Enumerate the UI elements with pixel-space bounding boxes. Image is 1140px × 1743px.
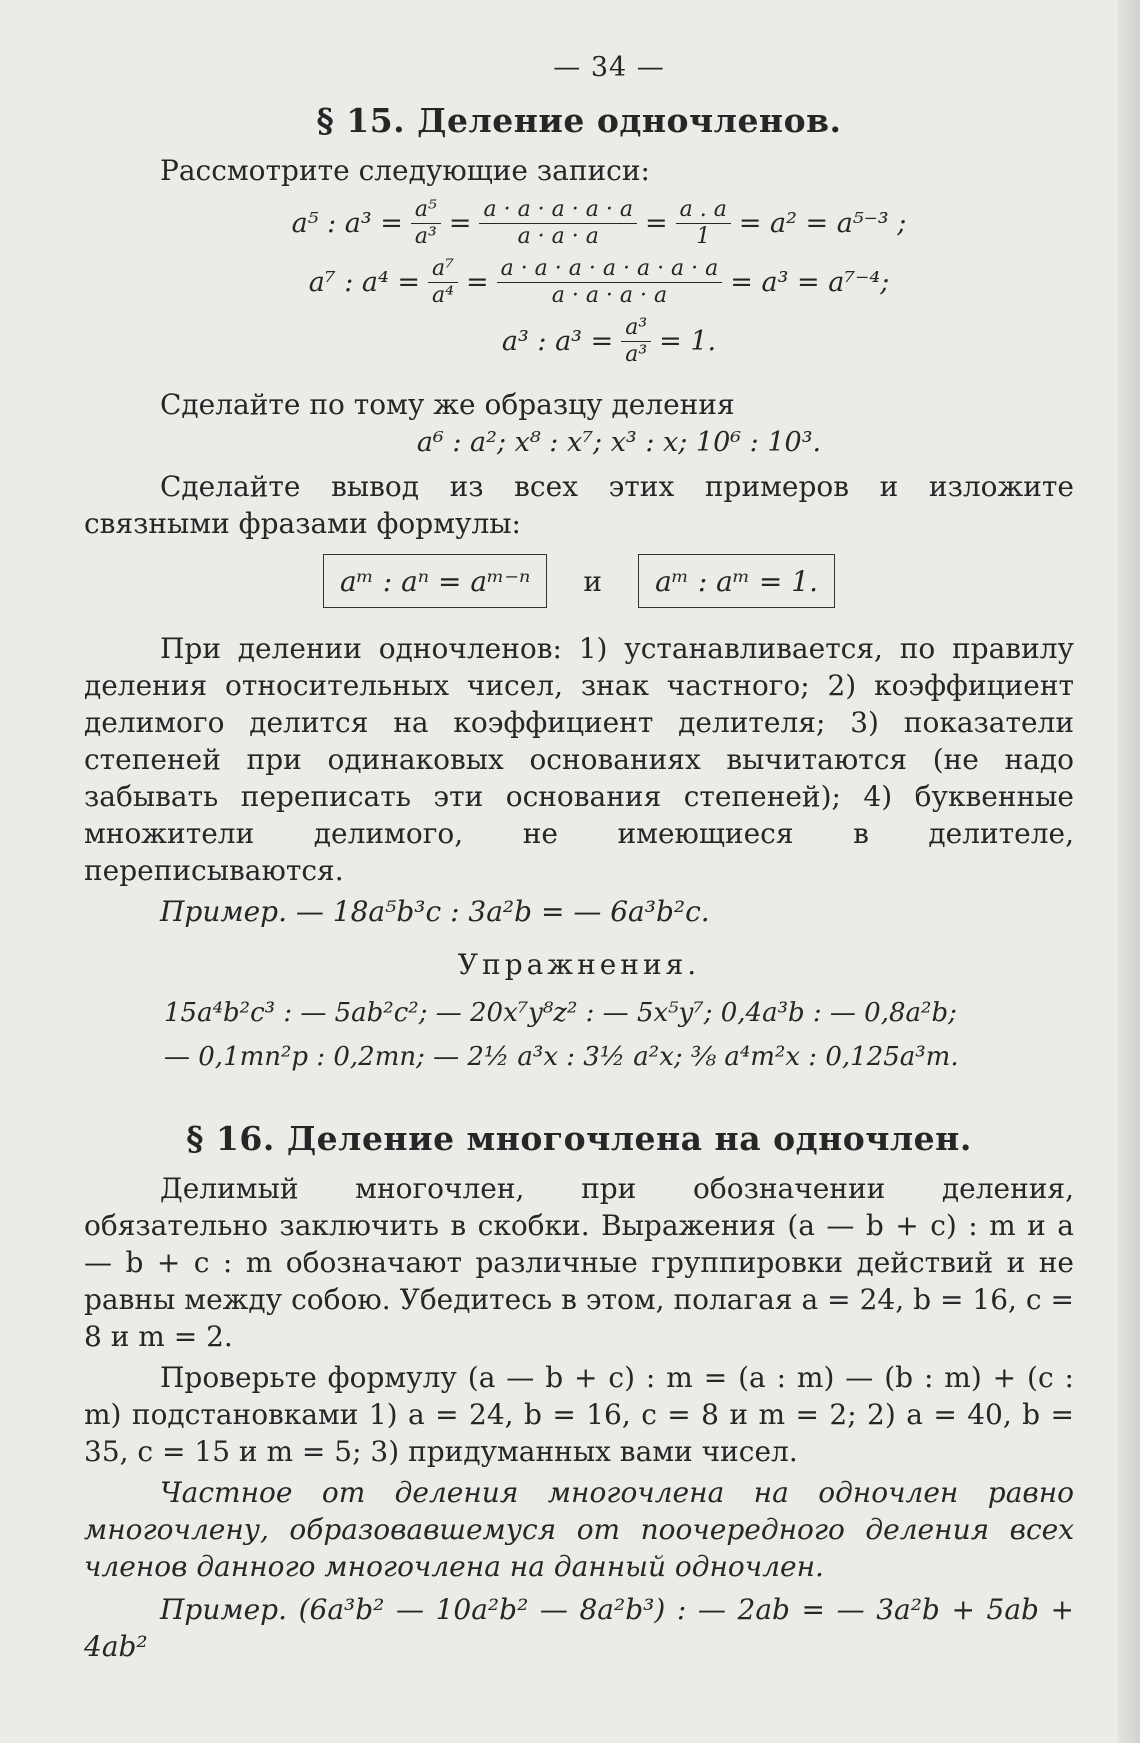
example-15-expression: — 18a⁵b³c : 3a²b = — 6a³b²c. bbox=[295, 895, 710, 928]
page-edge-shadow bbox=[1118, 0, 1140, 1743]
division-rule: При делении одночленов: 1) устанавливается, по правилу деления относительных чисел, знак частного; 2) коэффициент делимого делится на коэффициент делителя; 3) показатели степеней при одинаковых основаниях вычитаются (не надо забывать переписать эти основания степеней); 4) буквенные множители делимого, не имеющиеся в делителе, переписываются. bbox=[84, 632, 1074, 887]
equation-2: a⁷ : a⁴ = $\frac{\text{a⁷}}{\text{a⁴}}$ = $\frac{a \cdot a \cdot a \cdot a \cdot a \cdot a \cdot a}{a \cdot a \cdot a \cdot a}$ = a³ = a⁷⁻⁴; bbox=[308, 256, 890, 308]
eq1-lhs: a⁵ : a³ = bbox=[291, 208, 403, 239]
eq1-f3-num: a . a bbox=[676, 197, 731, 224]
eq1-f1-num: a⁵ bbox=[411, 197, 441, 224]
eq1-f3-den: 1 bbox=[696, 224, 711, 249]
eq3-f1-num: a³ bbox=[621, 315, 651, 342]
conclusion-text: Сделайте вывод из всех этих примеров и изложите связными фразами формулы: bbox=[84, 470, 1074, 540]
equation-3 bbox=[144, 315, 1074, 368]
eq2-f2-den: a · a · a · a bbox=[551, 283, 668, 308]
eq2-fraction-1 bbox=[428, 256, 458, 309]
example-15 bbox=[84, 893, 1074, 930]
task-expression: a⁶ : a²; x⁸ : x⁷; x³ : x; 10⁶ : 10³. bbox=[416, 427, 822, 458]
eq2-f2-num: a · a · a · a · a · a · a bbox=[497, 256, 723, 283]
example-16-expression: (6a³b² — 10a²b² — 8a²b³) : — 2ab = — 3a²b + 5ab + 4ab² bbox=[84, 1593, 1074, 1663]
eq3-rhs: = 1. bbox=[659, 326, 717, 357]
section-16-paragraph-1: Делимый многочлен, при обозначении деления, обязательно заключить в скобки. Выражения (a — b + c) : m и a — b + c : m обозначают различные группировки действий и не равны между собою. Убедитесь в этом, полагая a = 24, b = 16, c = 8 и m = 2. bbox=[84, 1172, 1074, 1353]
exercise-line-2: — 0,1mn²p : 0,2mn; — 2½ a³x : 3½ a²x; ⅜ a⁴m²x : 0,125a³m. bbox=[164, 1042, 959, 1072]
eq2-lhs: a⁷ : a⁴ = bbox=[308, 267, 421, 298]
eq3-lhs: a³ : a³ = bbox=[501, 326, 614, 357]
eq3-f1-den: a³ bbox=[625, 342, 648, 367]
eq2-f1-den: a⁴ bbox=[432, 283, 454, 308]
eq2-f1-num: a⁷ bbox=[428, 256, 458, 283]
eq1-fraction-2 bbox=[479, 197, 637, 250]
formula-box-2: aᵐ : aᵐ = 1. bbox=[638, 554, 835, 608]
example-16 bbox=[84, 1591, 1074, 1665]
equation-1: a⁵ : a³ = $\frac{\text{a⁵}}{\text{a³}}$ = $\frac{a \cdot a \cdot a \cdot a \cdot a}{a \cdot a \cdot a}$ = $\frac{a . a}{1}$ = a² = a⁵⁻³ ; bbox=[291, 197, 907, 249]
eq1-f1-den: a³ bbox=[414, 224, 437, 249]
section-16-paragraph-2: Проверьте формулу (a — b + c) : m = (a : m) — (b : m) + (c : m) подстановками 1) a = 24, b = 16, c = 8 и m = 2; 2) a = 40, b = 35, c = 15 и m = 5; 3) придуманных вами чисел. bbox=[84, 1361, 1074, 1468]
section-16-title: § 16. Деление многочлена на одночлен. bbox=[186, 1119, 972, 1158]
eq1-fraction-3 bbox=[676, 197, 731, 250]
example-16-label: Пример. bbox=[160, 1593, 287, 1626]
formula-conjunction: и bbox=[583, 564, 603, 598]
section-16-rule: Частное от деления многочлена на одночлен равно многочлену, образовавшемуся от поочередного деления всех членов данного многочлена на данный одночлен. bbox=[84, 1476, 1074, 1583]
eq1-f2-num: a · a · a · a · a bbox=[479, 197, 637, 224]
exercises-title: Упражнения. bbox=[457, 948, 701, 981]
section-15-title: § 15. Деление одночленов. bbox=[316, 101, 842, 140]
eq1-rhs: = a² = a⁵⁻³ ; bbox=[738, 208, 907, 239]
page-number: — 34 — bbox=[553, 52, 665, 83]
exercise-line-1: 15a⁴b²c³ : — 5ab²c²; — 20x⁷y⁸z² : — 5x⁵y⁷; 0,4a³b : — 0,8a²b; bbox=[164, 998, 957, 1028]
example-15-label: Пример. bbox=[160, 895, 287, 928]
formula-boxes bbox=[84, 554, 1074, 608]
task-text: Сделайте по тому же образцу деления bbox=[160, 388, 735, 421]
eq1-fraction-1 bbox=[411, 197, 441, 250]
eq2-rhs: = a³ = a⁷⁻⁴; bbox=[730, 267, 890, 298]
eq1-f2-den: a · a · a bbox=[517, 224, 599, 249]
eq2-fraction-2 bbox=[497, 256, 723, 309]
formula-box-1: aᵐ : aⁿ = aᵐ⁻ⁿ bbox=[323, 554, 547, 608]
eq3-fraction-1 bbox=[621, 315, 651, 368]
section-15-intro: Рассмотрите следующие записи: bbox=[160, 154, 650, 187]
page-content bbox=[84, 52, 1074, 1665]
